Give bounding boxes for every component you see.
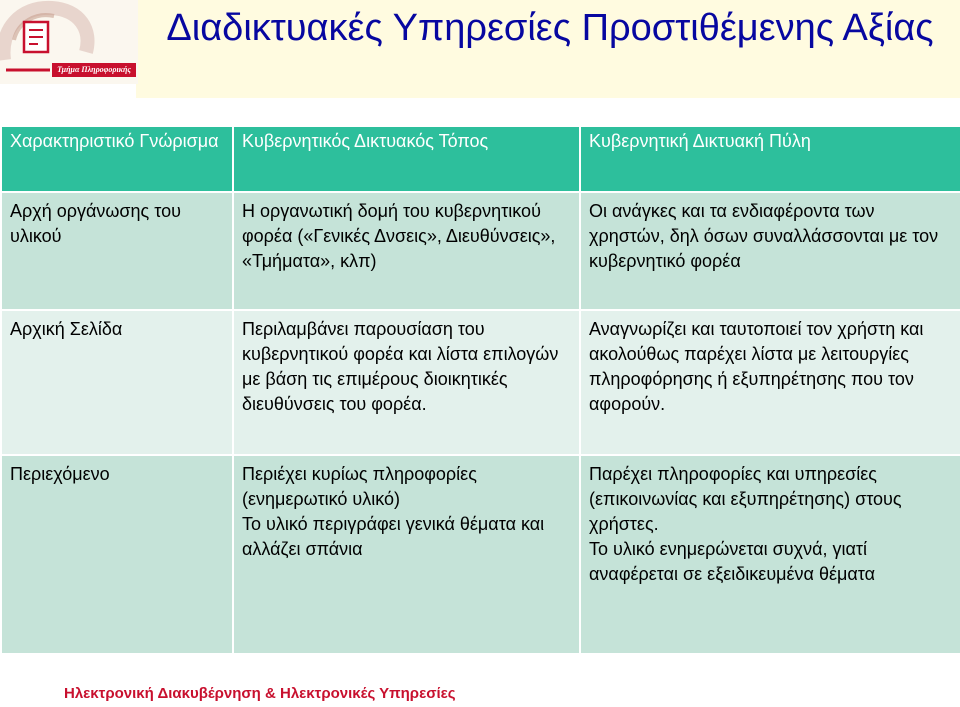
logo-text: Τμήμα Πληροφορικής (52, 63, 136, 77)
table-row (1, 192, 960, 310)
table-row (1, 455, 960, 654)
row-label: Περιεχόμενο (1, 455, 233, 654)
table-row (1, 310, 960, 455)
row-label: Αρχική Σελίδα (1, 310, 233, 455)
website-cell: Περιέχει κυρίως πληροφορίες (ενημερωτικό υλικό) Το υλικό περιγράφει γενικά θέματα και αλλάζει σπάνια (233, 455, 580, 654)
header-website: Κυβερνητικός Δικτυακός Τόπος (233, 126, 580, 192)
portal-cell: Οι ανάγκες και τα ενδιαφέροντα των χρηστών, δηλ όσων συναλλάσσονται με τον κυβερνητικό φορέα (580, 192, 960, 310)
page-title: Διαδικτυακές Υπηρεσίες Προστιθέμενης Αξίας (166, 7, 934, 49)
website-cell: Περιλαμβάνει παρουσίαση του κυβερνητικού φορέα και λίστα επιλογών με βάση τις επιμέρους διοικητικές διευθύνσεις του φορέα. (233, 310, 580, 455)
portal-cell: Παρέχει πληροφορίες και υπηρεσίες (επικοινωνίας και εξυπηρέτησης) στους χρήστες. Το υλικό ενημερώνεται συχνά, γιατί αναφέρεται σε εξειδικευμένα θέματα (580, 455, 960, 654)
header-portal: Κυβερνητική Δικτυακή Πύλη (580, 126, 960, 192)
website-cell: Η οργανωτική δομή του κυβερνητικού φορέα («Γενικές Δνσεις», Διευθύνσεις», «Τμήματα», κλπ) (233, 192, 580, 310)
footer-text: Ηλεκτρονική Διακυβέρνηση & Ηλεκτρονικές Υπηρεσίες (64, 685, 456, 702)
header-feature: Χαρακτηριστικό Γνώρισμα (1, 126, 233, 192)
table-header-row (1, 126, 960, 192)
portal-cell: Αναγνωρίζει και ταυτοποιεί τον χρήστη και ακολούθως παρέχει λίστα με λειτουργίες πληροφόρησης ή εξυπηρέτησης που τον αφορούν. (580, 310, 960, 455)
comparison-table (0, 125, 960, 655)
department-logo (0, 0, 138, 84)
row-label: Αρχή οργάνωσης του υλικού (1, 192, 233, 310)
